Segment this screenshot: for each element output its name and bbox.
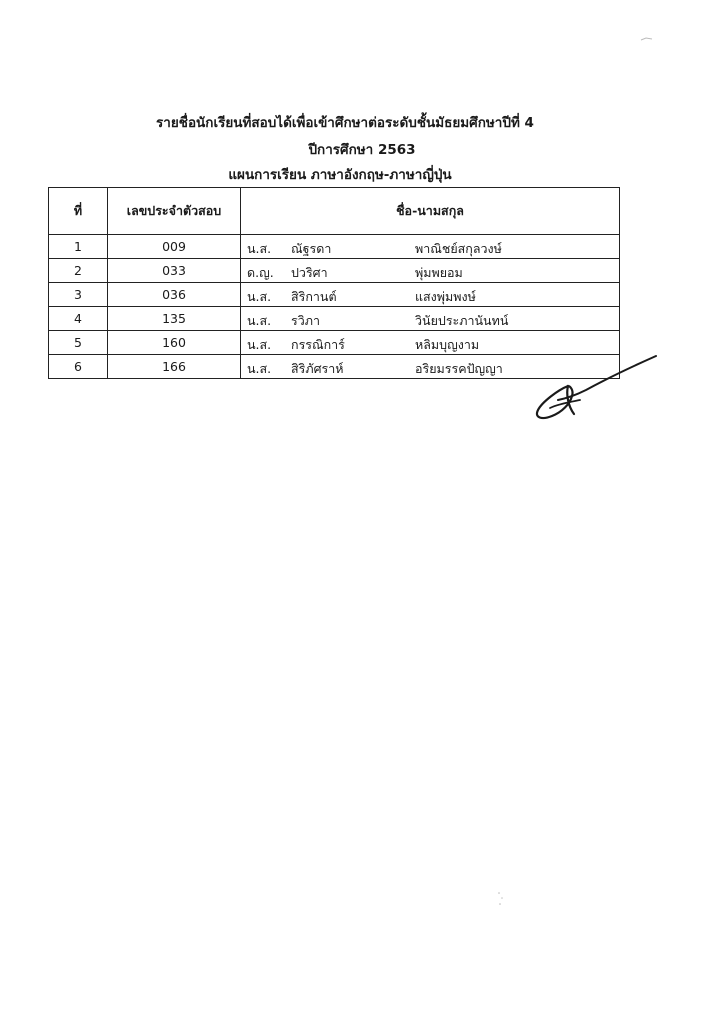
exam-id: 033 [108,259,241,283]
name-prefix: ด.ญ. [247,265,274,280]
student-name [241,235,620,259]
scan-speck [496,890,506,910]
name-prefix: น.ส. [247,361,272,376]
exam-id: 009 [108,235,241,259]
study-program: แผนการเรียน ภาษาอังกฤษ-ภาษาญี่ปุ่น [228,167,452,183]
name-prefix: น.ส. [247,241,272,256]
table-row [49,235,620,259]
column-header-name: ชื่อ-นามสกุล [241,188,620,235]
row-number: 2 [49,259,108,283]
last-name: วินัยประภานันทน์ [415,313,509,328]
first-name: ณัฐรดา [291,241,332,256]
row-number: 1 [49,235,108,259]
last-name: แสงพุ่มพงษ์ [415,289,476,304]
last-name: พุ่มพยอม [415,265,463,280]
document-title: รายชื่อนักเรียนที่สอบได้เพื่อเข้าศึกษาต่อระดับชั้นมัธยมศึกษาปีที่ 4 [156,115,534,131]
first-name: กรรณิการ์ [291,337,345,352]
exam-id: 135 [108,307,241,331]
exam-id: 166 [108,355,241,379]
row-number: 6 [49,355,108,379]
student-name [241,259,620,283]
table-row [49,259,620,283]
last-name: หลิมบุญงาม [415,337,480,352]
first-name: สิริกานต์ [291,289,337,304]
exam-id: 036 [108,283,241,307]
row-number: 5 [49,331,108,355]
first-name: สิริภัศราห์ [291,361,344,376]
row-number: 3 [49,283,108,307]
last-name: พาณิชย์สกุลวงษ์ [415,241,502,256]
scan-speck [640,36,654,42]
academic-year: ปีการศึกษา 2563 [308,142,416,158]
student-name [241,307,620,331]
student-name [241,283,620,307]
name-prefix: น.ส. [247,337,272,352]
first-name: รวิภา [291,313,320,328]
name-prefix: น.ส. [247,289,272,304]
name-prefix: น.ส. [247,313,272,328]
row-number: 4 [49,307,108,331]
exam-id: 160 [108,331,241,355]
column-header-exam-id: เลขประจำตัวสอบ [108,188,241,235]
first-name: ปวริศา [291,265,328,280]
last-name: อริยมรรคปัญญา [415,361,503,376]
handwritten-signature [528,350,660,430]
table-header-row [49,188,620,235]
column-header-number: ที่ [49,188,108,235]
table-row [49,307,620,331]
table-row [49,283,620,307]
